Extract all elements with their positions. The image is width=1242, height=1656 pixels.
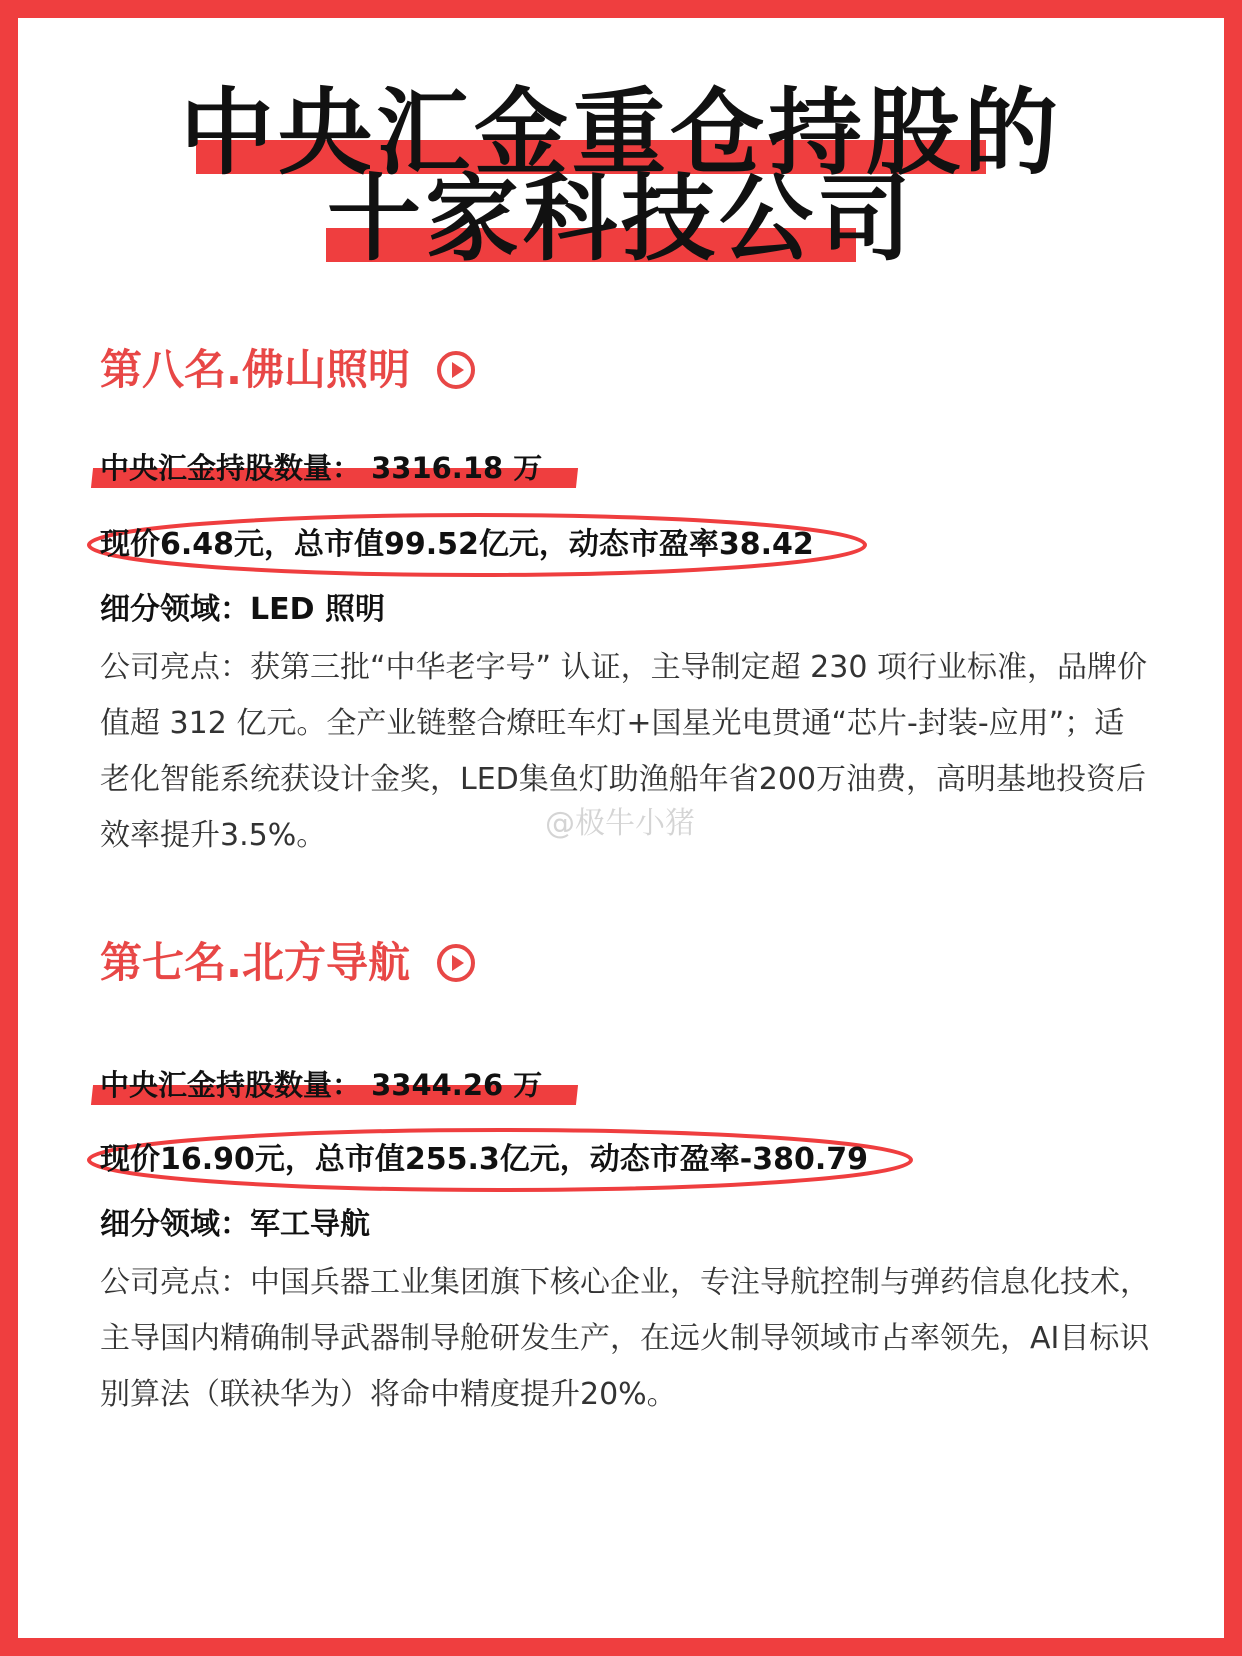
play-circle-icon: [436, 943, 476, 983]
section-heading-label: 第七名.北方导航: [100, 938, 410, 987]
watermark: @极牛小猪: [545, 806, 695, 841]
section-heading-7: [100, 938, 476, 988]
sector-label: 细分领域：军工导航: [100, 1207, 370, 1242]
sector-label: 细分领域：LED 照明: [100, 592, 385, 627]
play-circle-icon: [436, 350, 476, 390]
page-title-line-1: 中央汇金重仓持股的: [179, 79, 1062, 188]
section-heading-label: 第八名.佛山照明: [100, 345, 410, 394]
holding-amount: 中央汇金持股数量： 3316.18 万: [100, 451, 543, 485]
price-summary: 现价16.90元，总市值255.3亿元，动态市盈率-380.79: [100, 1142, 869, 1177]
company-highlights: 公司亮点：中国兵器工业集团旗下核心企业，专注导航控制与弹药信息化技术，主导国内精确制导武器制导舱研发生产，在远火制导领域市占率领先，AI目标识别算法（联袂华为）将命中精度提升20%。: [100, 1265, 1150, 1412]
price-summary: 现价6.48元，总市值99.52亿元，动态市盈率38.42: [100, 527, 814, 562]
section-heading-8: [100, 345, 476, 395]
page-title-line-2: 十家科技公司: [326, 165, 915, 274]
holding-amount: 中央汇金持股数量： 3344.26 万: [100, 1068, 543, 1102]
company-highlights: 公司亮点：获第三批“中华老字号” 认证，主导制定超 230 项行业标准，品牌价值超 312 亿元。全产业链整合燎旺车灯+国星光电贯通“芯片-封装-应用”；适老化智能系统获设计金奖，LED集鱼灯助渔船年省200万油费，高明基地投资后效率提升3.5%。: [100, 650, 1147, 853]
